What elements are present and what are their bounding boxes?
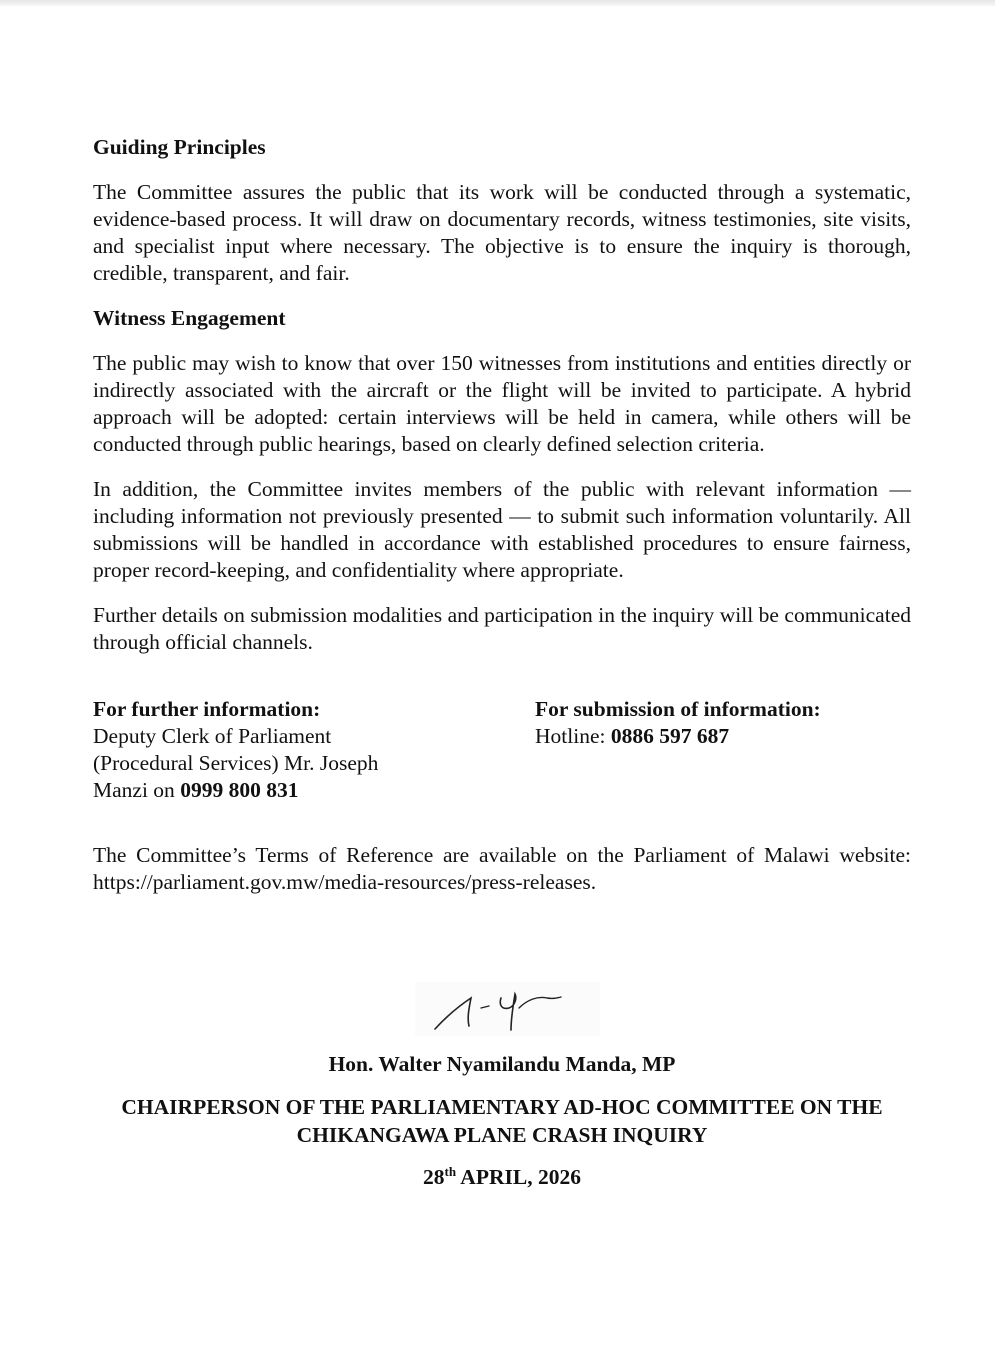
contact-submission-heading: For submission of information: <box>535 697 821 721</box>
signature-icon <box>415 982 600 1036</box>
paragraph-guiding-principles: The Committee assures the public that its work will be conducted through a systematic, evidence-based process. It will draw on documentary records, witness testimonies, site visits, and specialist input where necessary. The objective is to ensure the inquiry is thorough, credible, transparent, and fair. <box>93 180 911 285</box>
contact-submission <box>535 696 895 750</box>
heading-witness-engagement: Witness Engagement <box>93 306 286 330</box>
date-month-year: APRIL, 2026 <box>460 1165 581 1189</box>
document-body <box>93 134 911 914</box>
signatory-title: CHAIRPERSON OF THE PARLIAMENTARY AD-HOC COMMITTEE ON THE CHIKANGAWA PLANE CRASH INQUIRY <box>121 1095 883 1147</box>
contact-info-text <box>93 723 423 804</box>
contact-further-information <box>93 696 423 804</box>
hotline-phone: 0886 597 687 <box>610 724 730 748</box>
hotline-label: Hotline: <box>535 724 606 748</box>
contact-info-phone: 0999 800 831 <box>180 778 299 802</box>
contact-info-description: Deputy Clerk of Parliament (Procedural Services) Mr. Joseph Manzi on <box>93 724 379 802</box>
paragraph-further-details: Further details on submission modalities and participation in the inquiry will be communicated through official channels. <box>93 603 911 654</box>
date-day: 28 <box>423 1165 445 1189</box>
heading-guiding-principles: Guiding Principles <box>93 135 266 159</box>
signature-image <box>415 982 600 1036</box>
contact-block <box>93 696 911 806</box>
date-suffix: th <box>444 1164 457 1179</box>
contact-info-heading: For further information: <box>93 697 321 721</box>
paragraph-terms-of-reference: The Committee’s Terms of Reference are available on the Parliament of Malawi website: https://parliament.gov.mw/media-resources/press-releases. <box>93 843 911 894</box>
document-date <box>93 1163 911 1191</box>
contact-submission-line <box>535 723 895 750</box>
paragraph-public-submissions: In addition, the Committee invites members of the public with relevant information — including information not previously presented — to submit such information voluntarily. All submissions will be handled in accordance with established procedures to ensure fairness, proper record-keeping, and confidentiality where appropriate. <box>93 477 911 582</box>
top-edge-shadow <box>0 0 995 6</box>
paragraph-witness-engagement: The public may wish to know that over 150 witnesses from institutions and entities directly or indirectly associated with the aircraft or the flight will be invited to participate. A hybrid approach will be adopted: certain interviews will be held in camera, while others will be conducted through public hearings, based on clearly defined selection criteria. <box>93 351 911 456</box>
signatory-name: Hon. Walter Nyamilandu Manda, MP <box>328 1052 676 1076</box>
